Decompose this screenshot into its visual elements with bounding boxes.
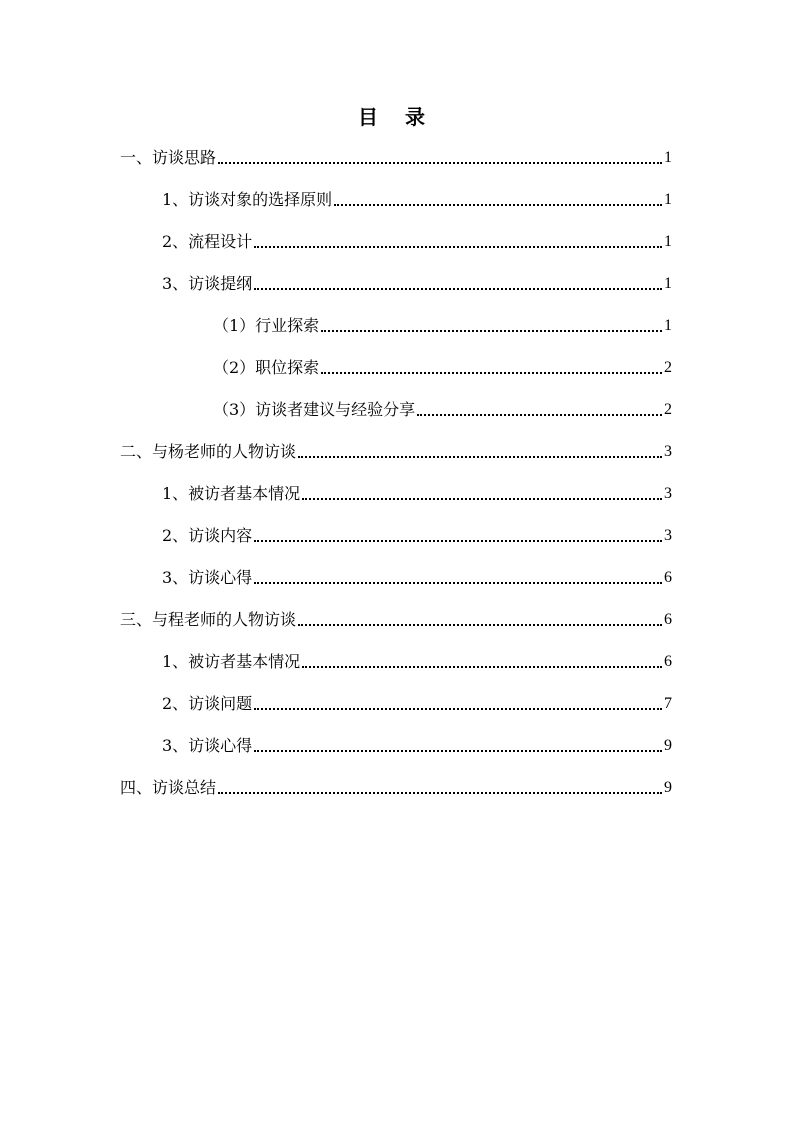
toc-entry-2-2[interactable] bbox=[162, 523, 672, 549]
toc-entry-page: 6 bbox=[664, 653, 672, 670]
toc-entry-text: 四、访谈总结 bbox=[120, 778, 217, 797]
toc-entry-text: （2）职位探索 bbox=[213, 358, 320, 377]
dot-leader bbox=[298, 456, 662, 458]
dot-leader bbox=[254, 288, 662, 290]
toc-entry-text: 3、访谈心得 bbox=[162, 568, 253, 587]
dot-leader bbox=[254, 540, 662, 542]
dot-leader bbox=[417, 414, 662, 416]
dot-leader bbox=[334, 204, 662, 206]
toc-entry-2-1[interactable] bbox=[162, 481, 672, 507]
dot-leader bbox=[254, 246, 662, 248]
toc-entry-page: 3 bbox=[664, 485, 672, 502]
dot-leader bbox=[254, 750, 662, 752]
toc-entry-text: 2、访谈内容 bbox=[162, 526, 253, 545]
toc-entry-text: 1、被访者基本情况 bbox=[162, 652, 301, 671]
dot-leader bbox=[321, 330, 662, 332]
toc-entry-text: （1）行业探索 bbox=[213, 316, 320, 335]
toc-entry-text: 2、流程设计 bbox=[162, 232, 253, 251]
dot-leader bbox=[298, 624, 662, 626]
toc-entry-section-2[interactable] bbox=[120, 439, 672, 465]
toc-entry-text: 三、与程老师的人物访谈 bbox=[120, 610, 297, 629]
toc-entry-text: 一、访谈思路 bbox=[120, 148, 217, 167]
toc-entry-text: 2、访谈问题 bbox=[162, 694, 253, 713]
toc-entry-text: 1、访谈对象的选择原则 bbox=[162, 190, 333, 209]
toc-entry-3-1[interactable] bbox=[162, 649, 672, 675]
toc-entry-text: 1、被访者基本情况 bbox=[162, 484, 301, 503]
toc-entry-1-3[interactable] bbox=[162, 271, 672, 297]
toc-entry-text: 二、与杨老师的人物访谈 bbox=[120, 442, 297, 461]
toc-entry-section-3[interactable] bbox=[120, 607, 672, 633]
toc-entry-1-2[interactable] bbox=[162, 229, 672, 255]
dot-leader bbox=[218, 792, 662, 794]
dot-leader bbox=[321, 372, 662, 374]
toc-entry-page: 1 bbox=[664, 149, 672, 166]
toc-entry-page: 3 bbox=[664, 527, 672, 544]
toc-entry-page: 3 bbox=[664, 443, 672, 460]
toc-entry-page: 6 bbox=[664, 611, 672, 628]
dot-leader bbox=[254, 582, 662, 584]
toc-entry-3-2[interactable] bbox=[162, 691, 672, 717]
toc-entry-page: 9 bbox=[664, 779, 672, 796]
toc-entry-1-3-3[interactable] bbox=[213, 397, 672, 423]
toc-entry-1-1[interactable] bbox=[162, 187, 672, 213]
toc-entry-page: 1 bbox=[664, 275, 672, 292]
toc-entry-page: 2 bbox=[664, 359, 672, 376]
toc-entry-page: 2 bbox=[664, 401, 672, 418]
toc-entry-page: 9 bbox=[664, 737, 672, 754]
toc-entry-page: 6 bbox=[664, 569, 672, 586]
toc-entry-page: 1 bbox=[664, 317, 672, 334]
toc-entry-page: 7 bbox=[664, 695, 672, 712]
toc-entry-1-3-1[interactable] bbox=[213, 313, 672, 339]
toc-entry-text: 3、访谈提纲 bbox=[162, 274, 253, 293]
toc-entry-text: （3）访谈者建议与经验分享 bbox=[213, 400, 416, 419]
toc-entry-3-3[interactable] bbox=[162, 733, 672, 759]
dot-leader bbox=[254, 708, 662, 710]
dot-leader bbox=[302, 498, 662, 500]
toc-entry-1-3-2[interactable] bbox=[213, 355, 672, 381]
toc-entry-page: 1 bbox=[664, 233, 672, 250]
dot-leader bbox=[218, 162, 662, 164]
toc-entry-page: 1 bbox=[664, 191, 672, 208]
toc-entry-section-1[interactable] bbox=[120, 145, 672, 171]
toc-entry-section-4[interactable] bbox=[120, 775, 672, 801]
toc-entry-text: 3、访谈心得 bbox=[162, 736, 253, 755]
toc-title: 目 录 bbox=[358, 105, 435, 129]
dot-leader bbox=[302, 666, 662, 668]
toc-entry-2-3[interactable] bbox=[162, 565, 672, 591]
